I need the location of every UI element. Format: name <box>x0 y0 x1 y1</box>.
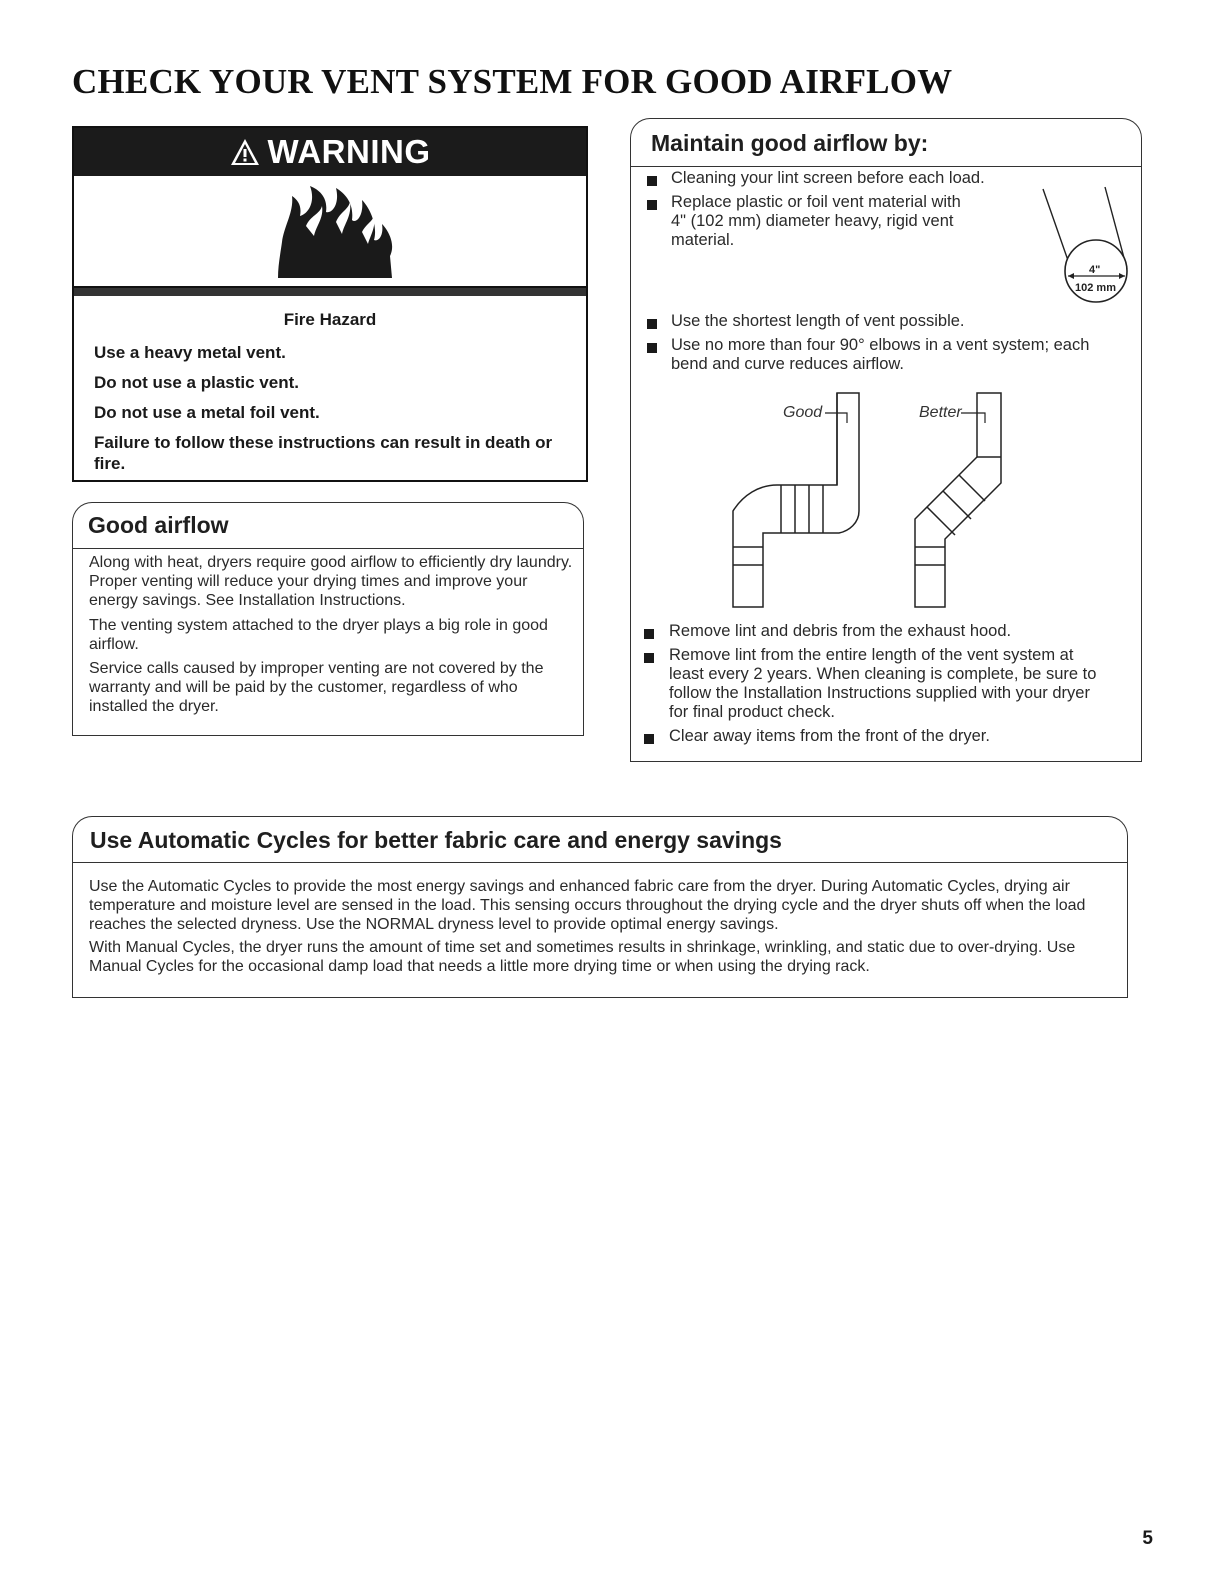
bullet-item: Cleaning your lint screen before each load. <box>671 169 985 187</box>
warning-box <box>72 126 588 482</box>
warning-line: Use a heavy metal vent. <box>94 343 286 362</box>
good-airflow-paragraph: Service calls caused by improper venting are not covered by the warranty and will be paid by the customer, regardless of who installed the dryer. <box>89 660 544 715</box>
automatic-cycles-paragraph: With Manual Cycles, the dryer runs the amount of time set and sometimes results in shrinkage, wrinkling, and static due to over-drying. Use Manual Cycles for the occasional damp load that needs a little more drying time or when using the drying rack. <box>89 939 1076 975</box>
bullet-item: Replace plastic or foil vent material with 4" (102 mm) diameter heavy, rigid vent material. <box>671 193 961 249</box>
bullet-marker <box>647 343 657 353</box>
better-elbow-label: Better <box>919 404 962 421</box>
bullet-item: Remove lint from the entire length of the vent system at least every 2 years. When cleaning is complete, be sure to follow the Installation Instructions supplied with your dryer for final product check. <box>669 646 1097 721</box>
vent-diameter-diagram <box>1041 185 1141 303</box>
good-airflow-paragraph: Along with heat, dryers require good airflow to efficiently dry laundry. Proper venting will reduce your drying times and improve your energy savings. See Installation Instructions. <box>89 554 573 609</box>
good-airflow-heading: Good airflow <box>88 512 229 538</box>
warning-heading: WARNING <box>267 133 431 170</box>
warning-line: Do not use a metal foil vent. <box>94 403 320 422</box>
warning-line: Failure to follow these instructions can result in death or fire. <box>94 433 553 473</box>
warning-line: Do not use a plastic vent. <box>94 373 299 392</box>
automatic-cycles-panel <box>72 862 1128 998</box>
page-title: CHECK YOUR VENT SYSTEM FOR GOOD AIRFLOW <box>72 62 953 101</box>
bullet-item: Clear away items from the front of the dryer. <box>669 727 990 745</box>
bullet-marker <box>644 629 654 639</box>
maintain-airflow-panel <box>630 166 1142 762</box>
good-elbow-label: Good <box>783 404 823 421</box>
vent-elbows-diagram <box>721 387 1041 613</box>
warning-header <box>74 128 586 176</box>
fire-hazard-label: Fire Hazard <box>283 310 377 329</box>
bullet-item: Use the shortest length of vent possible. <box>671 312 965 330</box>
bullet-item: Remove lint and debris from the exhaust hood. <box>669 622 1012 640</box>
diameter-inch-label: 4" <box>1089 264 1101 276</box>
bullet-marker <box>644 734 654 744</box>
bullet-marker <box>647 319 657 329</box>
bullet-marker <box>647 176 657 186</box>
bullet-item: Use no more than four 90° elbows in a vent system; each bend and curve reduces airflow. <box>671 336 1090 373</box>
automatic-cycles-paragraph: Use the Automatic Cycles to provide the most energy savings and enhanced fabric care from the dryer. During Automatic Cycles, drying air temperature and moisture level are sensed in the load. This sensing occurs throughout the drying cycle and the dryer shuts off when the load reaches the selected dryness. Use the NORMAL dryness level to provide optimal energy savings. <box>89 878 1086 933</box>
warning-triangle-icon <box>230 138 260 166</box>
bullet-marker <box>647 200 657 210</box>
automatic-cycles-heading: Use Automatic Cycles for better fabric care and energy savings <box>90 827 782 853</box>
page-number: 5 <box>1142 1528 1153 1549</box>
bullet-marker <box>644 653 654 663</box>
diameter-mm-label: 102 mm <box>1075 282 1116 294</box>
good-airflow-panel <box>72 548 584 736</box>
maintain-airflow-heading: Maintain good airflow by: <box>651 130 929 156</box>
fire-icon <box>270 186 400 281</box>
good-airflow-paragraph: The venting system attached to the dryer plays a big role in good airflow. <box>89 617 548 653</box>
